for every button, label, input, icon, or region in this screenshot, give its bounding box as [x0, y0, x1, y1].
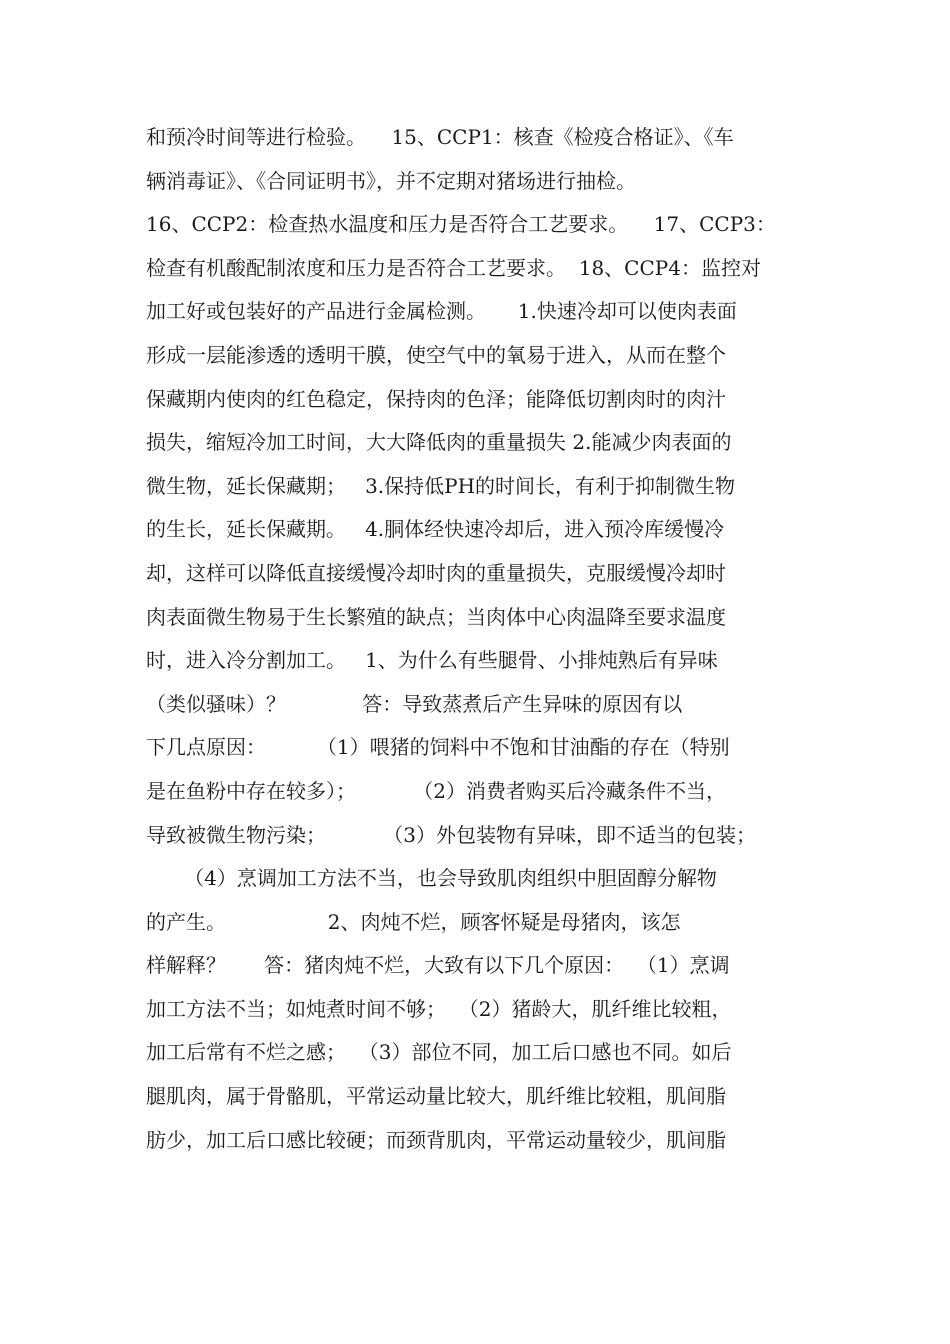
text-line: 形成一层能渗透的透明干膜，使空气中的氧易于进入，从而在整个 [146, 342, 726, 367]
text-line: 腿肌肉，属于骨骼肌，平常运动量比较大，肌纤维比较粗，肌间脂 [146, 1084, 726, 1109]
text-line: 时，进入冷分割加工。 1、为什么有些腿骨、小排炖熟后有异味 [146, 648, 718, 673]
text-line: 加工方法不当；如炖煮时间不够； （2）猪龄大，肌纤维比较粗， [146, 996, 732, 1021]
text-line: 保藏期内使肉的红色稳定，保持肉的色泽；能降低切割肉时的肉汁 [146, 386, 726, 411]
text-line: 导致被微生物污染； （3）外包装物有异味，即不适当的包装； [146, 822, 756, 847]
text-line: 16、CCP2：检查热水温度和压力是否符合工艺要求。 17、CCP3： [146, 212, 776, 237]
text-line: 是在鱼粉中存在较多）； （2）消费者购买后冷藏条件不当， [146, 778, 726, 803]
text-line: （4）烹调加工方法不当，也会导致肌肉组织中胆固醇分解物 [146, 866, 717, 891]
text-line: 却，这样可以降低直接缓慢冷却时肉的重量损失，克服缓慢冷却时 [146, 560, 726, 585]
text-line: 微生物，延长保藏期； 3.保持低PH的时间长，有利于抑制微生物 [146, 473, 736, 498]
text-line: 的生长，延长保藏期。 4.胴体经快速冷却后，进入预冷库缓慢冷 [146, 517, 725, 542]
text-line: 肪少，加工后口感比较硬；而颈背肌肉，平常运动量较少，肌间脂 [146, 1127, 726, 1152]
text-line: 检查有机酸配制浓度和压力是否符合工艺要求。 18、CCP4：监控对 [146, 255, 761, 280]
text-line: 下几点原因： （1）喂猪的饲料中不饱和甘油酯的存在（特别 [146, 735, 730, 760]
text-line: 和预冷时间等进行检验。 15、CCP1：核查《检疫合格证》、《车 [146, 125, 734, 149]
text-line: 损失，缩短冷加工时间，大大降低肉的重量损失 2.能减少肉表面的 [146, 430, 732, 455]
text-line: 辆消毒证》、《合同证明书》，并不定期对猪场进行抽检。 [146, 168, 636, 193]
text-line: 的产生。 2、肉炖不烂，顾客怀疑是母猪肉，该怎 [146, 909, 681, 934]
text-line: 肉表面微生物易于生长繁殖的缺点；当肉体中心肉温降至要求温度 [146, 604, 726, 629]
text-line: 样解释？ 答：猪肉炖不烂，大致有以下几个原因： （1）烹调 [146, 953, 730, 978]
body-text [146, 116, 816, 1162]
text-line: （类似骚味）？ 答：导致蒸煮后产生异味的原因有以 [146, 691, 683, 716]
text-line: 加工后常有不烂之感； （3）部位不同，加工后口感也不同。如后 [146, 1040, 732, 1065]
text-line: 加工好或包装好的产品进行金属检测。 1.快速冷却可以使肉表面 [146, 299, 737, 324]
